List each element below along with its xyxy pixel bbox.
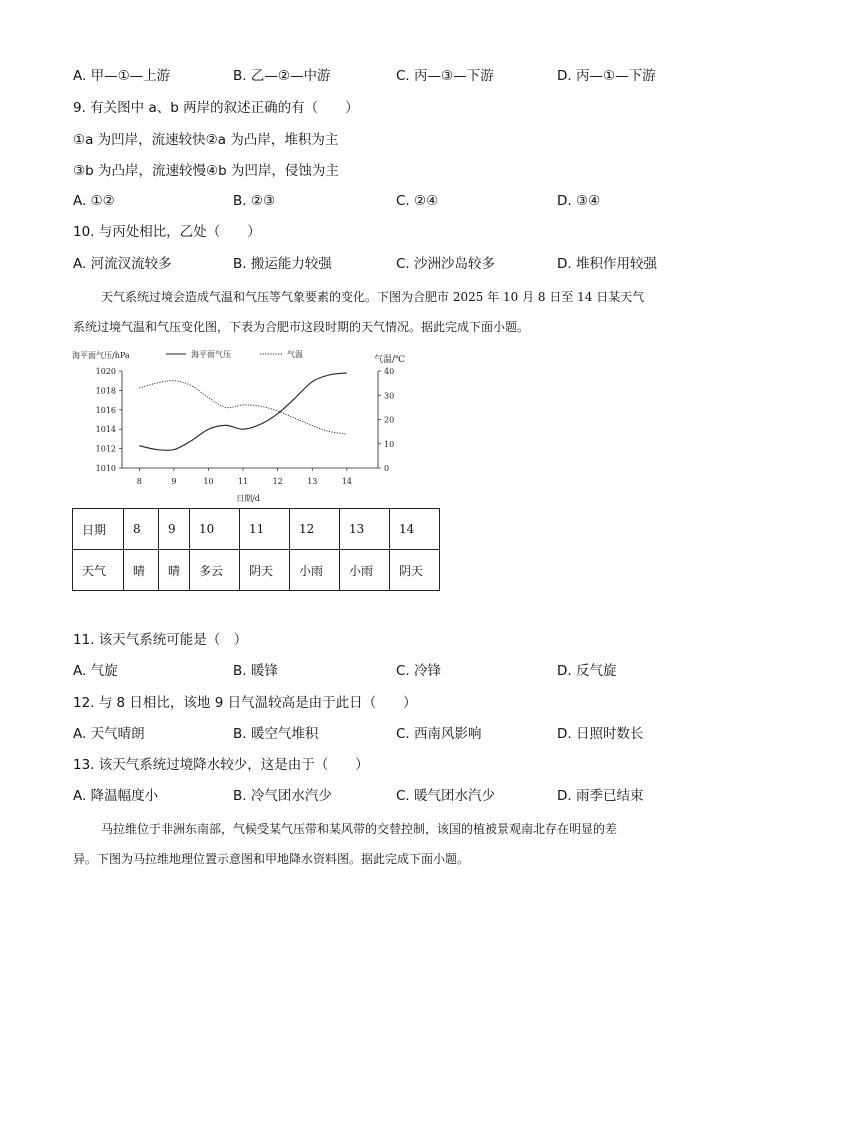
left-y-tick-label: 1016 bbox=[95, 405, 116, 415]
q12-stem: 12. 与 8 日相比，该地 9 日气温较高是由于此日（ ） bbox=[73, 695, 417, 711]
weather-table-cell: 晴 bbox=[159, 550, 190, 591]
weather-table-cell: 晴 bbox=[124, 550, 159, 591]
q10-option-c: C. 沙洲沙岛较多 bbox=[396, 256, 496, 272]
q10-option-b: B. 搬运能力较强 bbox=[233, 256, 332, 272]
right-y-axis-title: 气温/℃ bbox=[374, 355, 406, 365]
left-y-tick-label: 1010 bbox=[95, 464, 116, 473]
left-y-tick-label: 1020 bbox=[95, 367, 116, 376]
weather-table-cell: 阴天 bbox=[390, 550, 440, 591]
chart-axes bbox=[119, 371, 381, 471]
intro-malawi-line-2: 异。下图为马拉维地理位置示意图和甲地降水资料图。据此完成下面小题。 bbox=[73, 852, 470, 866]
q13-option-d: D. 雨季已结束 bbox=[557, 788, 644, 804]
right-y-tick-label: 0 bbox=[384, 464, 390, 473]
intro-paragraph-weather bbox=[73, 282, 723, 342]
q12-option-d: D. 日照时数长 bbox=[557, 726, 644, 742]
q10-option-d: D. 堆积作用较强 bbox=[557, 256, 657, 272]
weather-table-cell: 小雨 bbox=[290, 550, 340, 591]
q11-options bbox=[0, 661, 794, 681]
chart-series bbox=[139, 373, 347, 450]
q12-option-c: C. 西南风影响 bbox=[396, 726, 482, 742]
legend-pressure-label: 海平面气压 bbox=[191, 350, 231, 359]
q10-stem: 10. 与丙处相比，乙处（ ） bbox=[73, 224, 261, 240]
weather-table-cell: 12 bbox=[290, 509, 340, 550]
q11-option-a: A. 气旋 bbox=[73, 663, 118, 679]
q10-option-a: A. 河流汊流较多 bbox=[73, 256, 172, 272]
weather-table-cell: 8 bbox=[124, 509, 159, 550]
x-tick-label: 11 bbox=[237, 477, 249, 486]
pressure-temperature-chart bbox=[70, 346, 406, 506]
q13-stem: 13. 该天气系统过境降水较少，这是由于（ ） bbox=[73, 757, 369, 773]
intro-malawi-line-1: 马拉维位于非洲东南部，气候受某气压带和某风带的交替控制，该国的植被景观南北存在明显的差 bbox=[101, 822, 618, 836]
x-axis-title: 日期/d bbox=[236, 494, 260, 503]
q9-options bbox=[0, 191, 794, 211]
weather-table-cell: 天气 bbox=[73, 550, 124, 591]
q13-option-b: B. 冷气团水汽少 bbox=[233, 788, 332, 804]
q13-option-a: A. 降温幅度小 bbox=[73, 788, 159, 804]
right-y-tick-label: 10 bbox=[384, 439, 395, 449]
right-y-tick-label: 30 bbox=[384, 391, 395, 401]
q9-option-b: B. ②③ bbox=[233, 193, 276, 209]
q11-stem: 11. 该天气系统可能是（ ） bbox=[73, 632, 248, 648]
q9-option-c: C. ②④ bbox=[396, 193, 439, 209]
q12-option-b: B. 暖空气堆积 bbox=[233, 726, 319, 742]
q8-option-d: D. 丙—①—下游 bbox=[557, 68, 656, 84]
weather-table-data-row bbox=[73, 550, 440, 591]
weather-table-cell: 13 bbox=[340, 509, 390, 550]
q12-options bbox=[0, 724, 794, 744]
q8-option-c: C. 丙—③—下游 bbox=[396, 68, 494, 84]
legend-temperature-label: 气温 bbox=[287, 350, 303, 359]
left-y-axis-title: 海平面气压/hPa bbox=[72, 351, 130, 360]
q8-options bbox=[0, 66, 794, 86]
q8-option-a: A. 甲—①—上游 bbox=[73, 68, 171, 84]
weather-table-header-row bbox=[73, 509, 440, 550]
q13-options bbox=[0, 786, 794, 806]
intro-weather-line-1: 天气系统过境会造成气温和气压等气象要素的变化。下图为合肥市 2025 年 10 月 8 日至 14 日某天气 bbox=[101, 290, 645, 304]
x-tick-label: 13 bbox=[307, 477, 318, 486]
right-y-tick-label: 40 bbox=[384, 367, 395, 376]
weather-table-cell: 多云 bbox=[190, 550, 240, 591]
weather-table-cell: 10 bbox=[190, 509, 240, 550]
q11-option-d: D. 反气旋 bbox=[557, 663, 617, 679]
q9-statement-3-4: ③b 为凸岸，流速较慢④b 为凹岸，侵蚀为主 bbox=[73, 163, 339, 179]
q12-option-a: A. 天气晴朗 bbox=[73, 726, 145, 742]
weather-table-cell: 11 bbox=[240, 509, 290, 550]
weather-table-cell: 阴天 bbox=[240, 550, 290, 591]
weather-table-cell: 日期 bbox=[73, 509, 124, 550]
q10-options bbox=[0, 254, 794, 274]
left-y-tick-label: 1014 bbox=[95, 425, 116, 435]
temperature-series-line bbox=[139, 381, 347, 434]
q11-option-c: C. 冷锋 bbox=[396, 663, 442, 679]
x-tick-label: 14 bbox=[341, 477, 352, 486]
q8-option-b: B. 乙—②—中游 bbox=[233, 68, 331, 84]
weather-table-cell: 9 bbox=[159, 509, 190, 550]
q9-option-d: D. ③④ bbox=[557, 193, 601, 209]
q9-statement-1-2: ①a 为凹岸，流速较快②a 为凸岸，堆积为主 bbox=[73, 132, 339, 148]
q9-option-a: A. ①② bbox=[73, 193, 115, 209]
weather-table-cell: 14 bbox=[390, 509, 440, 550]
intro-paragraph-malawi bbox=[73, 814, 723, 874]
x-tick-label: 9 bbox=[171, 477, 177, 486]
left-y-tick-label: 1012 bbox=[95, 444, 116, 454]
weather-table-cell: 小雨 bbox=[340, 550, 390, 591]
right-y-tick-label: 20 bbox=[384, 415, 395, 425]
weather-table bbox=[72, 508, 440, 591]
q11-option-b: B. 暖锋 bbox=[233, 663, 278, 679]
q13-option-c: C. 暖气团水汽少 bbox=[396, 788, 496, 804]
left-y-tick-label: 1018 bbox=[95, 386, 116, 396]
x-tick-label: 10 bbox=[203, 477, 214, 486]
x-tick-label: 12 bbox=[272, 477, 283, 486]
pressure-series-line bbox=[139, 373, 347, 450]
x-tick-label: 8 bbox=[136, 477, 142, 486]
q9-stem: 9. 有关图中 a、b 两岸的叙述正确的有（ ） bbox=[73, 100, 359, 116]
intro-weather-line-2: 系统过境气温和气压变化图，下表为合肥市这段时期的天气情况。据此完成下面小题。 bbox=[73, 320, 530, 334]
